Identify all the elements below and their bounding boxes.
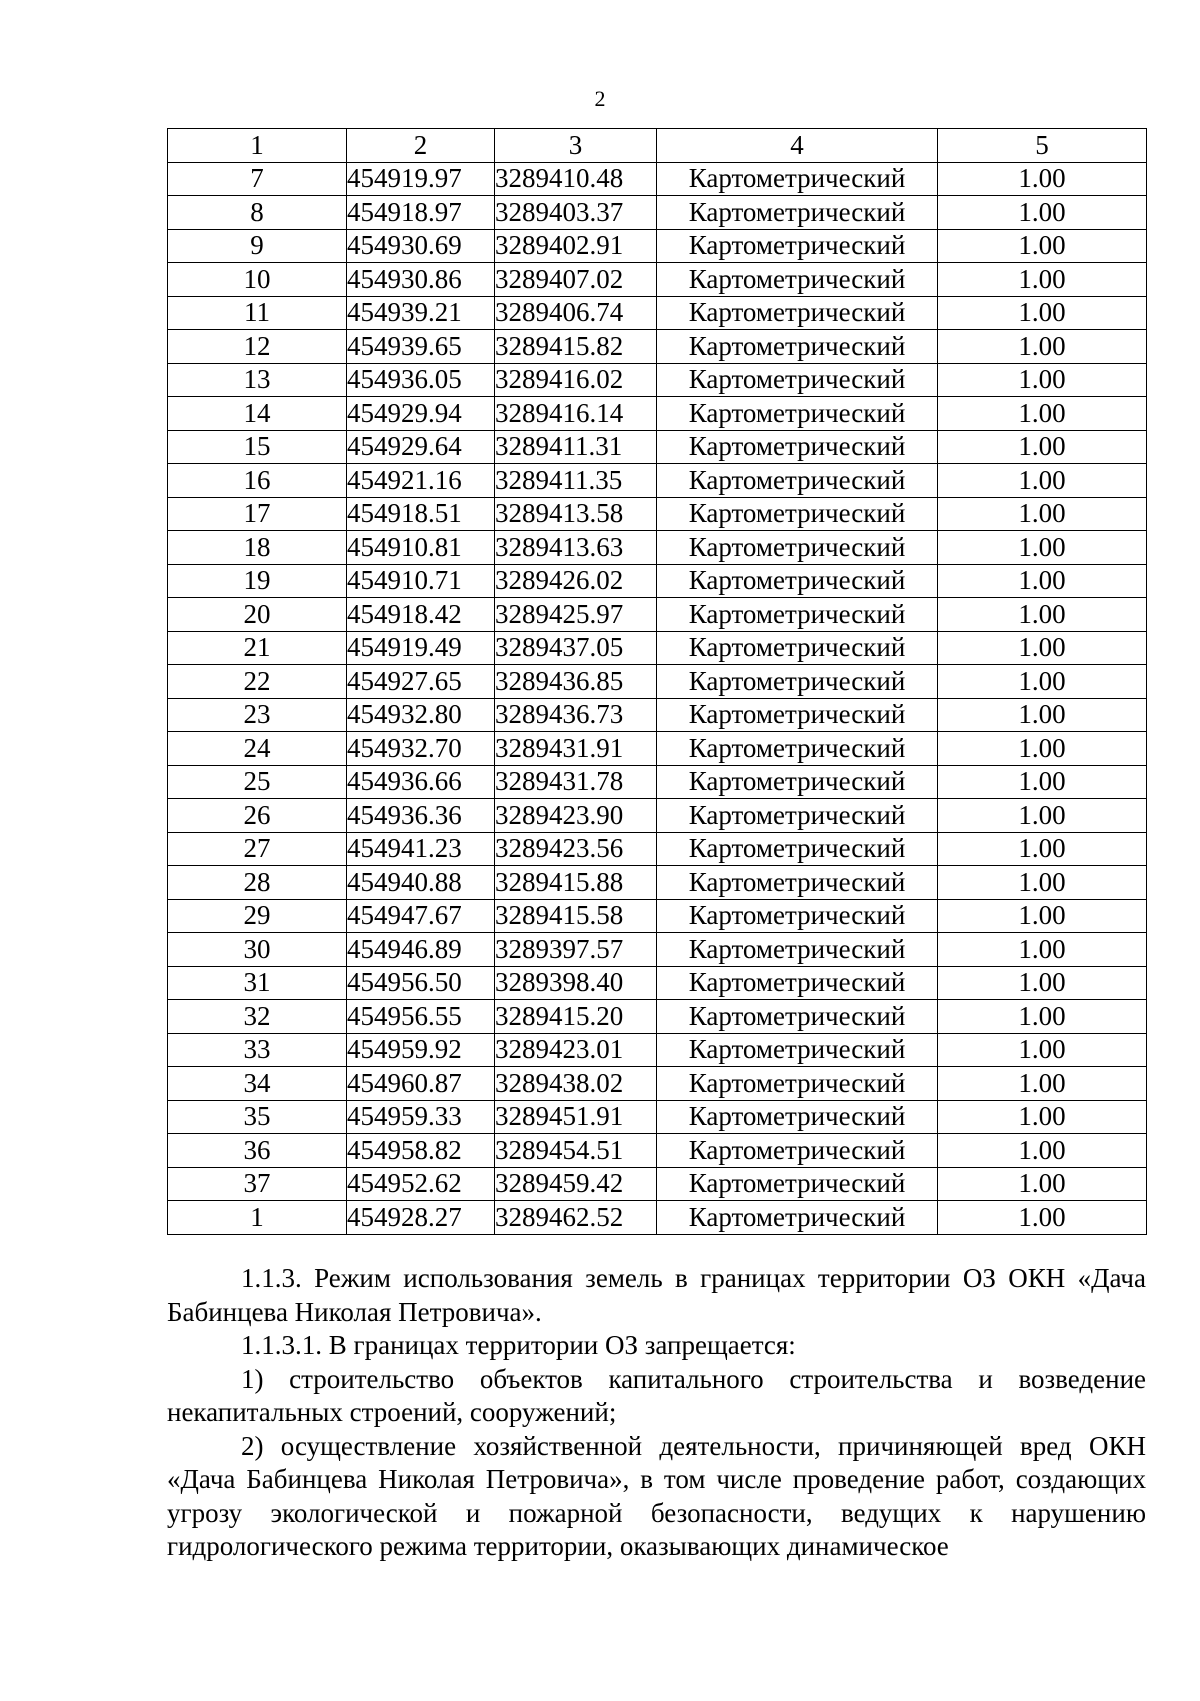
cell-y-coordinate: 3289403.37 [495, 196, 657, 230]
table-row [168, 1201, 1147, 1235]
cell-y-coordinate: 3289415.58 [495, 899, 657, 933]
cell-accuracy: 1.00 [938, 497, 1147, 531]
page-number: 2 [594, 86, 606, 111]
cell-point-number: 18 [168, 531, 347, 565]
paragraph: 1.1.3. Режим использования земель в границах территории ОЗ ОКН «Дача Бабинцева Николая Петровича». [167, 1263, 1146, 1327]
cell-method: Картометрический [657, 1201, 938, 1235]
cell-y-coordinate: 3289431.78 [495, 765, 657, 799]
table-row [168, 564, 1147, 598]
cell-accuracy: 1.00 [938, 1134, 1147, 1168]
cell-accuracy: 1.00 [938, 162, 1147, 196]
table-header-row [168, 129, 1147, 163]
cell-point-number: 7 [168, 162, 347, 196]
cell-y-coordinate: 3289413.63 [495, 531, 657, 565]
cell-method: Картометрический [657, 531, 938, 565]
cell-accuracy: 1.00 [938, 799, 1147, 833]
cell-method: Картометрический [657, 296, 938, 330]
cell-x-coordinate: 454959.92 [347, 1033, 495, 1067]
cell-y-coordinate: 3289415.20 [495, 1000, 657, 1034]
cell-x-coordinate: 454929.94 [347, 397, 495, 431]
cell-x-coordinate: 454956.55 [347, 1000, 495, 1034]
cell-point-number: 9 [168, 229, 347, 263]
cell-y-coordinate: 3289415.82 [495, 330, 657, 364]
cell-accuracy: 1.00 [938, 531, 1147, 565]
cell-point-number: 32 [168, 1000, 347, 1034]
cell-point-number: 19 [168, 564, 347, 598]
cell-x-coordinate: 454910.81 [347, 531, 495, 565]
cell-method: Картометрический [657, 1000, 938, 1034]
header-cell-x: 2 [347, 129, 495, 163]
cell-x-coordinate: 454927.65 [347, 665, 495, 699]
cell-y-coordinate: 3289398.40 [495, 966, 657, 1000]
table-row [168, 162, 1147, 196]
cell-point-number: 26 [168, 799, 347, 833]
cell-x-coordinate: 454918.42 [347, 598, 495, 632]
cell-y-coordinate: 3289462.52 [495, 1201, 657, 1235]
cell-accuracy: 1.00 [938, 765, 1147, 799]
table-row [168, 598, 1147, 632]
cell-x-coordinate: 454941.23 [347, 832, 495, 866]
cell-method: Картометрический [657, 1100, 938, 1134]
cell-method: Картометрический [657, 598, 938, 632]
cell-y-coordinate: 3289423.01 [495, 1033, 657, 1067]
cell-point-number: 25 [168, 765, 347, 799]
cell-x-coordinate: 454952.62 [347, 1167, 495, 1201]
cell-y-coordinate: 3289437.05 [495, 631, 657, 665]
cell-accuracy: 1.00 [938, 899, 1147, 933]
cell-point-number: 37 [168, 1167, 347, 1201]
table-row [168, 430, 1147, 464]
cell-x-coordinate: 454910.71 [347, 564, 495, 598]
cell-y-coordinate: 3289397.57 [495, 933, 657, 967]
cell-method: Картометрический [657, 799, 938, 833]
cell-y-coordinate: 3289413.58 [495, 497, 657, 531]
cell-x-coordinate: 454918.97 [347, 196, 495, 230]
paragraph: 1.1.3.1. В границах территории ОЗ запрещается: [241, 1330, 796, 1360]
cell-method: Картометрический [657, 430, 938, 464]
cell-point-number: 1 [168, 1201, 347, 1235]
cell-method: Картометрический [657, 966, 938, 1000]
cell-method: Картометрический [657, 899, 938, 933]
cell-accuracy: 1.00 [938, 1167, 1147, 1201]
cell-accuracy: 1.00 [938, 330, 1147, 364]
table-row [168, 497, 1147, 531]
cell-y-coordinate: 3289436.85 [495, 665, 657, 699]
table-row [168, 866, 1147, 900]
cell-accuracy: 1.00 [938, 1100, 1147, 1134]
cell-point-number: 36 [168, 1134, 347, 1168]
cell-accuracy: 1.00 [938, 1201, 1147, 1235]
cell-x-coordinate: 454919.49 [347, 631, 495, 665]
cell-accuracy: 1.00 [938, 363, 1147, 397]
cell-y-coordinate: 3289416.14 [495, 397, 657, 431]
table-row [168, 1000, 1147, 1034]
cell-method: Картометрический [657, 631, 938, 665]
cell-y-coordinate: 3289438.02 [495, 1067, 657, 1101]
table-row [168, 799, 1147, 833]
cell-accuracy: 1.00 [938, 598, 1147, 632]
cell-method: Картометрический [657, 1167, 938, 1201]
table-row [168, 832, 1147, 866]
table-row [168, 665, 1147, 699]
cell-point-number: 30 [168, 933, 347, 967]
cell-x-coordinate: 454946.89 [347, 933, 495, 967]
cell-y-coordinate: 3289423.90 [495, 799, 657, 833]
cell-x-coordinate: 454930.69 [347, 229, 495, 263]
cell-method: Картометрический [657, 196, 938, 230]
cell-accuracy: 1.00 [938, 464, 1147, 498]
cell-accuracy: 1.00 [938, 1067, 1147, 1101]
cell-x-coordinate: 454932.80 [347, 698, 495, 732]
cell-point-number: 14 [168, 397, 347, 431]
cell-y-coordinate: 3289454.51 [495, 1134, 657, 1168]
cell-accuracy: 1.00 [938, 866, 1147, 900]
table-row [168, 464, 1147, 498]
cell-point-number: 22 [168, 665, 347, 699]
cell-x-coordinate: 454939.21 [347, 296, 495, 330]
cell-method: Картометрический [657, 564, 938, 598]
cell-x-coordinate: 454932.70 [347, 732, 495, 766]
cell-x-coordinate: 454960.87 [347, 1067, 495, 1101]
paragraph: 1) строительство объектов капитального строительства и возведение некапитальных строений, сооружений; [167, 1363, 1146, 1427]
cell-method: Картометрический [657, 1134, 938, 1168]
cell-point-number: 31 [168, 966, 347, 1000]
cell-method: Картометрический [657, 497, 938, 531]
cell-method: Картометрический [657, 832, 938, 866]
cell-accuracy: 1.00 [938, 564, 1147, 598]
cell-point-number: 27 [168, 832, 347, 866]
cell-accuracy: 1.00 [938, 933, 1147, 967]
cell-accuracy: 1.00 [938, 665, 1147, 699]
cell-y-coordinate: 3289402.91 [495, 229, 657, 263]
cell-accuracy: 1.00 [938, 430, 1147, 464]
cell-y-coordinate: 3289410.48 [495, 162, 657, 196]
cell-y-coordinate: 3289423.56 [495, 832, 657, 866]
cell-y-coordinate: 3289411.35 [495, 464, 657, 498]
paragraph: 2) осуществление хозяйственной деятельности, причиняющей вред ОКН «Дача Бабинцева Николая Петровича», в том числе проведение работ, создающих угрозу экологической и пожарной безопасности, ведущих к нарушению гидрологического режима территории, оказывающих динамическое [167, 1430, 1146, 1561]
cell-method: Картометрический [657, 698, 938, 732]
table-row [168, 1167, 1147, 1201]
cell-accuracy: 1.00 [938, 631, 1147, 665]
cell-method: Картометрический [657, 229, 938, 263]
table-row [168, 732, 1147, 766]
table-row [168, 531, 1147, 565]
cell-x-coordinate: 454919.97 [347, 162, 495, 196]
cell-accuracy: 1.00 [938, 196, 1147, 230]
table-row [168, 899, 1147, 933]
cell-method: Картометрический [657, 330, 938, 364]
cell-point-number: 34 [168, 1067, 347, 1101]
cell-method: Картометрический [657, 933, 938, 967]
cell-method: Картометрический [657, 732, 938, 766]
table-row [168, 765, 1147, 799]
cell-point-number: 21 [168, 631, 347, 665]
cell-y-coordinate: 3289459.42 [495, 1167, 657, 1201]
table-row [168, 966, 1147, 1000]
cell-accuracy: 1.00 [938, 296, 1147, 330]
cell-point-number: 28 [168, 866, 347, 900]
cell-x-coordinate: 454936.05 [347, 363, 495, 397]
cell-x-coordinate: 454936.36 [347, 799, 495, 833]
cell-method: Картометрический [657, 1067, 938, 1101]
table-row [168, 363, 1147, 397]
cell-y-coordinate: 3289415.88 [495, 866, 657, 900]
cell-accuracy: 1.00 [938, 229, 1147, 263]
coordinates-table [167, 128, 1147, 1235]
cell-point-number: 29 [168, 899, 347, 933]
cell-accuracy: 1.00 [938, 263, 1147, 297]
table-row [168, 933, 1147, 967]
cell-point-number: 35 [168, 1100, 347, 1134]
cell-point-number: 12 [168, 330, 347, 364]
table-row [168, 1033, 1147, 1067]
cell-accuracy: 1.00 [938, 732, 1147, 766]
cell-method: Картометрический [657, 162, 938, 196]
body-text [167, 1262, 1146, 1564]
table-row [168, 1100, 1147, 1134]
cell-point-number: 17 [168, 497, 347, 531]
cell-x-coordinate: 454928.27 [347, 1201, 495, 1235]
cell-x-coordinate: 454947.67 [347, 899, 495, 933]
table-row [168, 397, 1147, 431]
cell-point-number: 16 [168, 464, 347, 498]
cell-method: Картометрический [657, 665, 938, 699]
cell-method: Картометрический [657, 1033, 938, 1067]
cell-x-coordinate: 454958.82 [347, 1134, 495, 1168]
table-row [168, 296, 1147, 330]
table-row [168, 1067, 1147, 1101]
cell-x-coordinate: 454959.33 [347, 1100, 495, 1134]
cell-method: Картометрический [657, 464, 938, 498]
cell-accuracy: 1.00 [938, 1033, 1147, 1067]
cell-accuracy: 1.00 [938, 397, 1147, 431]
cell-point-number: 23 [168, 698, 347, 732]
cell-accuracy: 1.00 [938, 1000, 1147, 1034]
header-cell-method: 4 [657, 129, 938, 163]
cell-point-number: 24 [168, 732, 347, 766]
cell-point-number: 15 [168, 430, 347, 464]
cell-x-coordinate: 454940.88 [347, 866, 495, 900]
table-row [168, 698, 1147, 732]
cell-method: Картометрический [657, 397, 938, 431]
cell-method: Картометрический [657, 866, 938, 900]
table-row [168, 196, 1147, 230]
cell-x-coordinate: 454956.50 [347, 966, 495, 1000]
cell-y-coordinate: 3289436.73 [495, 698, 657, 732]
cell-point-number: 11 [168, 296, 347, 330]
cell-accuracy: 1.00 [938, 966, 1147, 1000]
cell-y-coordinate: 3289431.91 [495, 732, 657, 766]
cell-accuracy: 1.00 [938, 698, 1147, 732]
header-cell-point: 1 [168, 129, 347, 163]
cell-x-coordinate: 454918.51 [347, 497, 495, 531]
cell-x-coordinate: 454939.65 [347, 330, 495, 364]
cell-y-coordinate: 3289451.91 [495, 1100, 657, 1134]
header-cell-accuracy: 5 [938, 129, 1147, 163]
cell-y-coordinate: 3289425.97 [495, 598, 657, 632]
cell-x-coordinate: 454936.66 [347, 765, 495, 799]
cell-x-coordinate: 454929.64 [347, 430, 495, 464]
cell-method: Картометрический [657, 765, 938, 799]
cell-method: Картометрический [657, 263, 938, 297]
cell-point-number: 20 [168, 598, 347, 632]
cell-y-coordinate: 3289426.02 [495, 564, 657, 598]
table-row [168, 330, 1147, 364]
table-row [168, 1134, 1147, 1168]
table-row [168, 229, 1147, 263]
header-cell-y: 3 [495, 129, 657, 163]
cell-y-coordinate: 3289411.31 [495, 430, 657, 464]
cell-y-coordinate: 3289416.02 [495, 363, 657, 397]
table-row [168, 263, 1147, 297]
cell-point-number: 13 [168, 363, 347, 397]
cell-point-number: 33 [168, 1033, 347, 1067]
table-row [168, 631, 1147, 665]
cell-y-coordinate: 3289406.74 [495, 296, 657, 330]
cell-point-number: 8 [168, 196, 347, 230]
cell-accuracy: 1.00 [938, 832, 1147, 866]
cell-y-coordinate: 3289407.02 [495, 263, 657, 297]
cell-x-coordinate: 454921.16 [347, 464, 495, 498]
cell-method: Картометрический [657, 363, 938, 397]
cell-point-number: 10 [168, 263, 347, 297]
table-body [168, 162, 1147, 1234]
cell-x-coordinate: 454930.86 [347, 263, 495, 297]
